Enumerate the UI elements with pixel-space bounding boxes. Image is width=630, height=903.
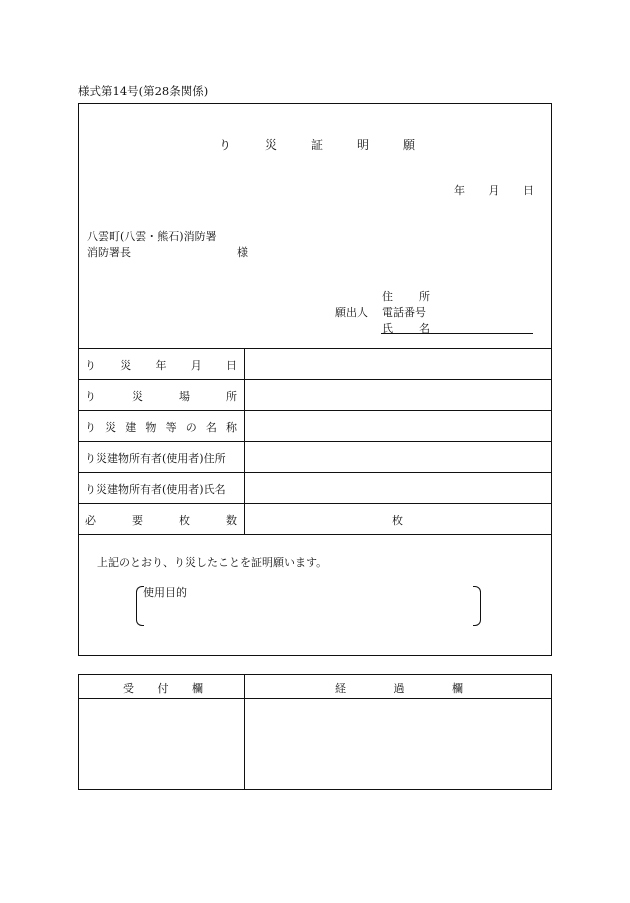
applicant-label: 願出人 — [335, 306, 368, 319]
form-number: 様式第14号(第28条関係) — [78, 84, 209, 98]
copies-unit: 枚 — [392, 514, 403, 527]
row-label-owner-address: り災建物所有者(使用者)住所 — [85, 452, 226, 465]
applicant-name-underline — [381, 333, 533, 334]
title-char: り — [219, 138, 232, 152]
purpose-label: 使用目的 — [143, 586, 187, 599]
fire-location-field[interactable] — [245, 380, 551, 410]
date-year: 年 — [454, 184, 465, 197]
progress-header: 経 過 欄 — [335, 682, 463, 695]
details-table — [79, 348, 551, 535]
date-line — [454, 182, 534, 198]
building-name-field[interactable] — [245, 411, 551, 441]
progress-area[interactable] — [246, 699, 551, 789]
fire-date-field[interactable] — [245, 349, 551, 379]
owner-name-field[interactable] — [245, 473, 551, 503]
application-form — [78, 103, 552, 656]
owner-address-field[interactable] — [245, 442, 551, 472]
title-char: 証 — [310, 138, 323, 152]
row-label-owner-name: り災建物所有者(使用者)氏名 — [85, 483, 226, 496]
title-char: 明 — [356, 138, 369, 152]
row-label-fire-date: り 災 年 月 日 — [85, 359, 237, 372]
form-title — [219, 136, 415, 153]
row-label-copies: 必 要 枚 数 — [85, 514, 237, 527]
reception-area[interactable] — [79, 699, 244, 789]
office-use-table — [78, 674, 552, 790]
applicant-phone-label: 電話番号 — [382, 306, 426, 319]
applicant-name-label: 氏 名 — [382, 322, 430, 335]
applicant-address-label: 住 所 — [382, 290, 430, 303]
addressee-office: 八雲町(八雲・熊石)消防署 — [87, 230, 217, 243]
addressee-chief: 消防署長 — [87, 246, 131, 259]
date-month: 月 — [488, 184, 500, 197]
date-day: 日 — [523, 184, 534, 197]
row-label-building-name: り 災 建 物 等 の 名 称 — [85, 421, 237, 434]
row-label-fire-location: り 災 場 所 — [85, 390, 237, 403]
purpose-field[interactable] — [145, 600, 471, 622]
title-char: 災 — [264, 138, 277, 152]
addressee-honorific: 様 — [237, 246, 248, 259]
certification-statement: 上記のとおり、り災したことを証明願います。 — [97, 556, 328, 569]
reception-header: 受 付 欄 — [123, 682, 203, 695]
purpose-bracket-right — [473, 586, 481, 626]
title-char: 願 — [402, 138, 415, 152]
